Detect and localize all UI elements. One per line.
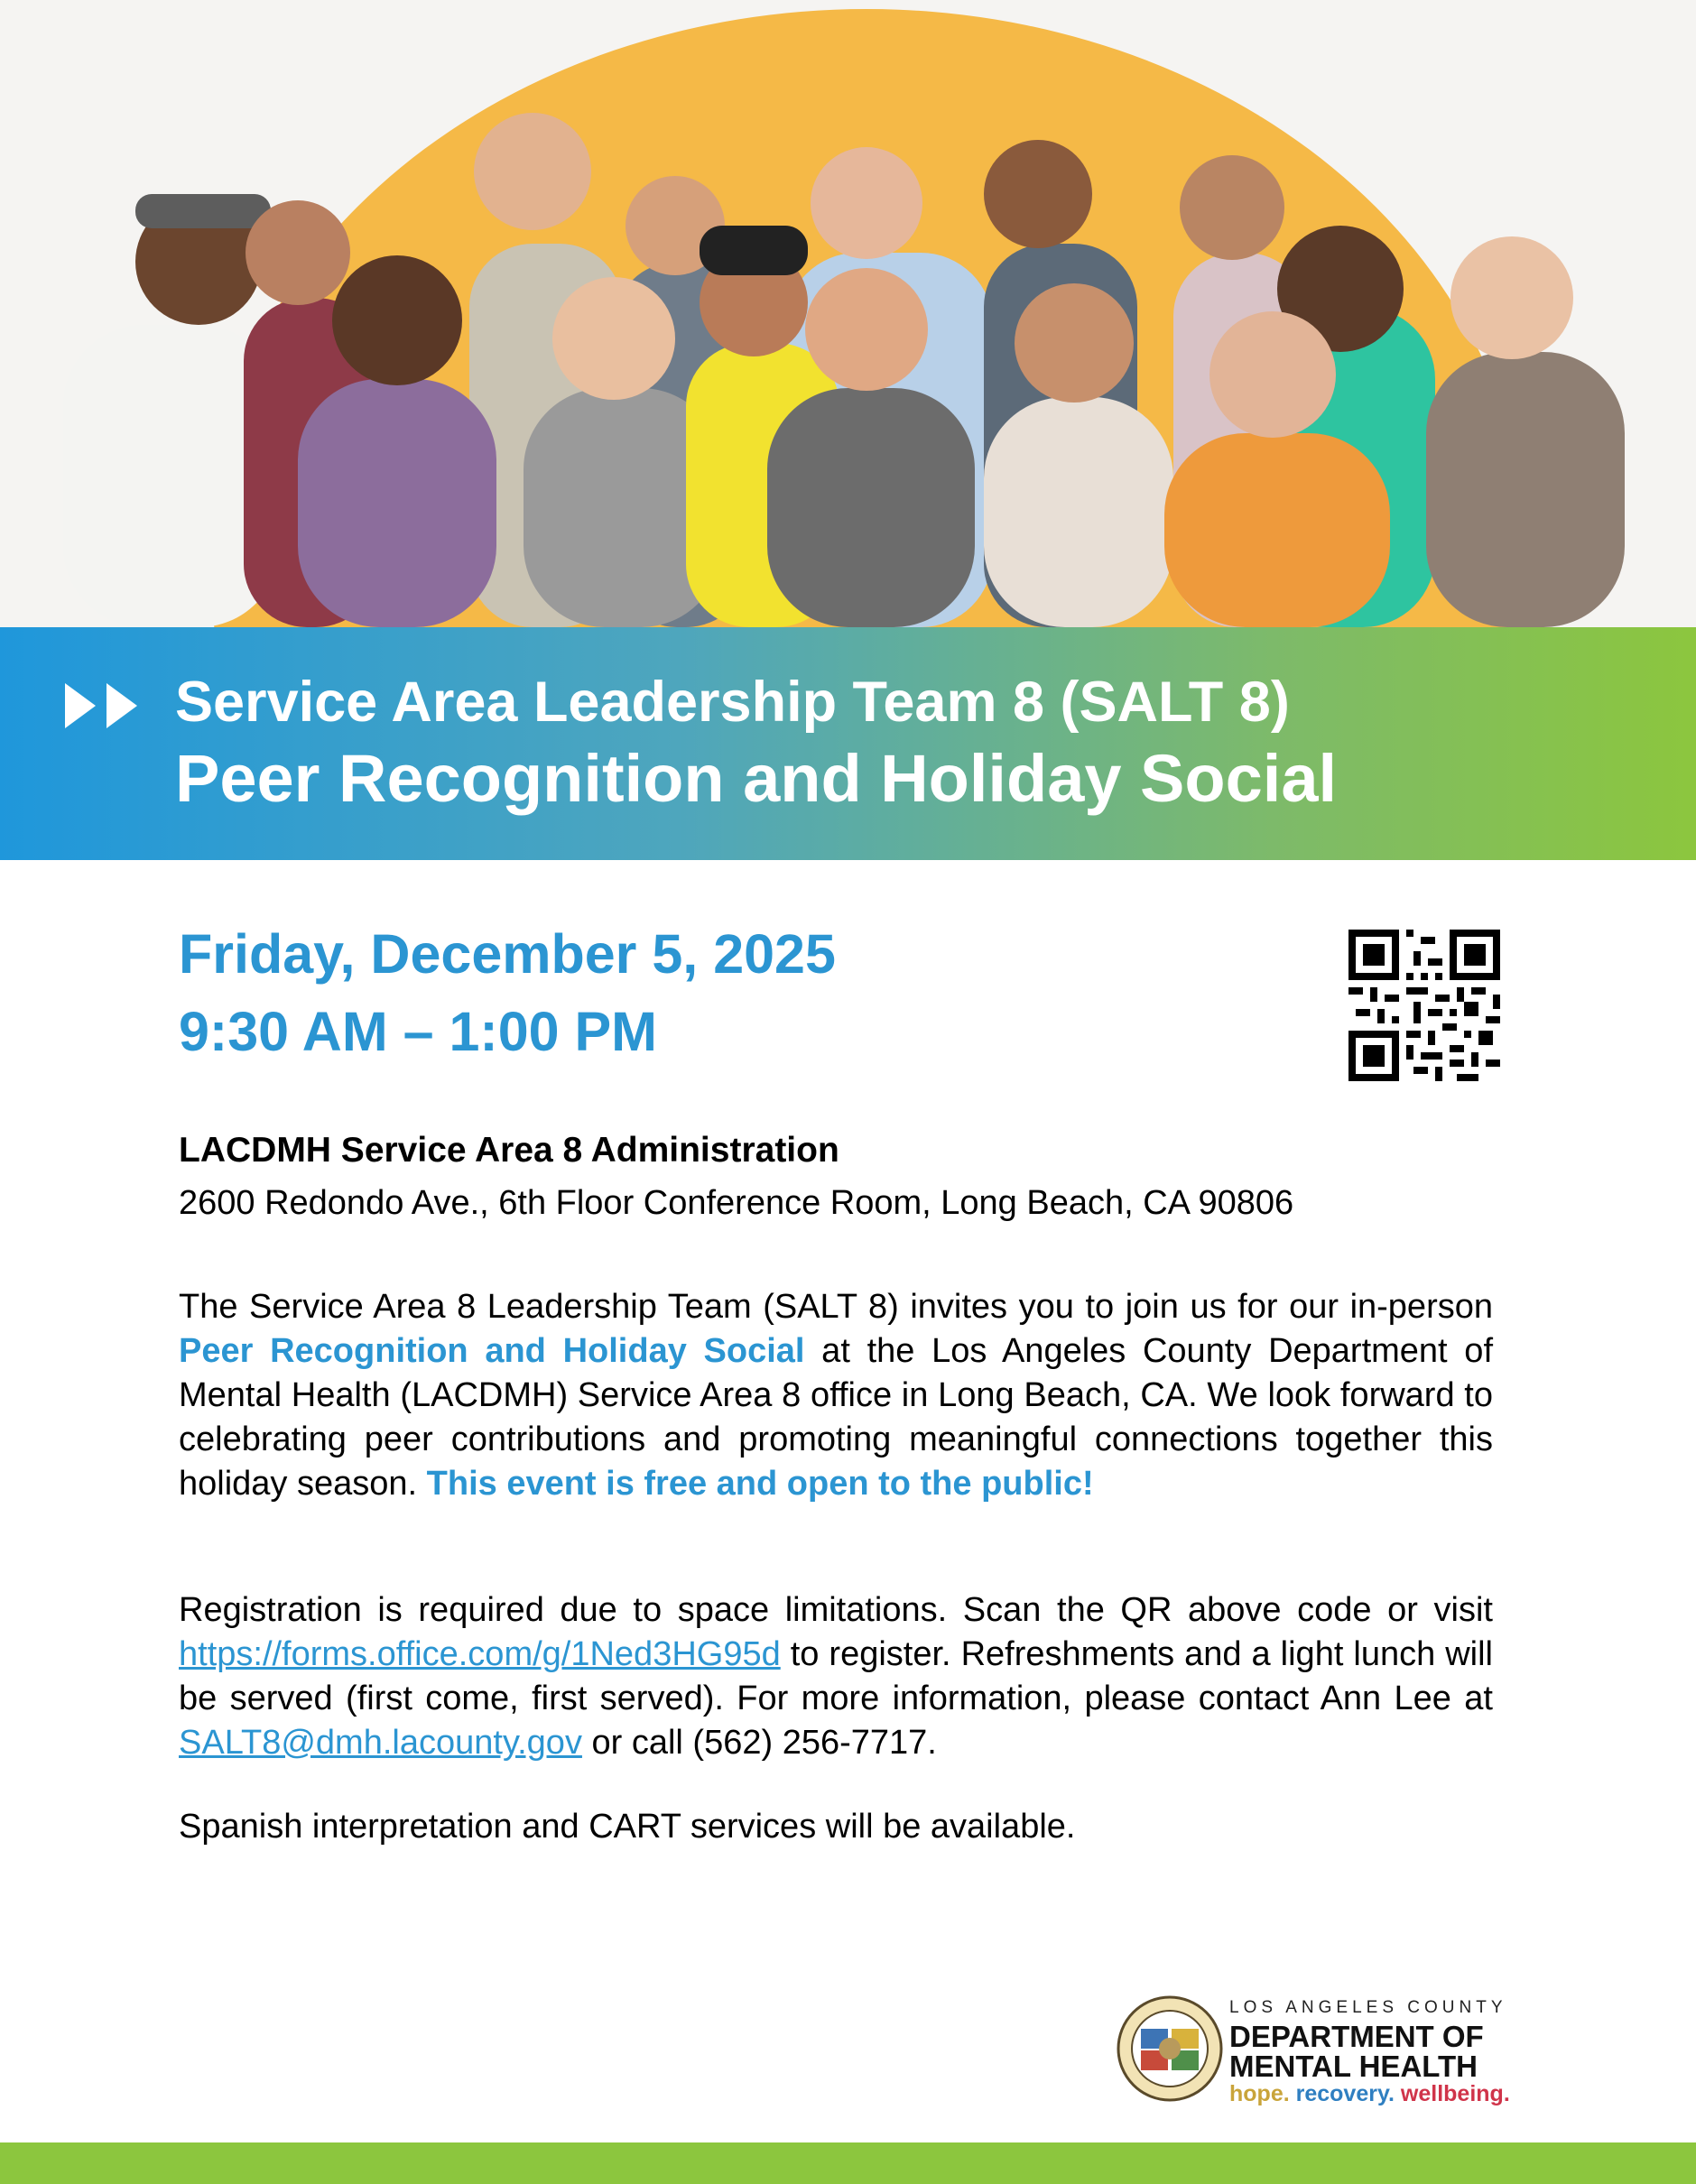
text-run: The Service Area 8 Leadership Team (SALT 8) invites you to join us for our in-person [179, 1288, 1493, 1326]
group-of-people-photo [0, 0, 1696, 627]
venue-name: LACDMH Service Area 8 Administration [179, 1131, 839, 1170]
services-paragraph: Spanish interpretation and CART services will be available. [179, 1808, 1076, 1846]
text-run: to register. Refreshments and a light lunch will be served (first come, first served). For more information, please contact Ann Lee at [179, 1635, 1493, 1717]
venue-address: 2600 Redondo Ave., 6th Floor Conference Room, Long Beach, CA 90806 [179, 1184, 1294, 1222]
double-chevron-right-icon [65, 683, 141, 728]
event-date: Friday, December 5, 2025 [179, 923, 836, 985]
highlight-free-event: This event is free and open to the public! [426, 1465, 1094, 1503]
text-run: or call (562) 256-7717. [581, 1724, 937, 1762]
qr-code[interactable] [1348, 930, 1500, 1081]
invitation-paragraph [179, 1285, 1493, 1506]
event-title-line1: Service Area Leadership Team 8 (SALT 8) [175, 671, 1290, 734]
logo-department-line: DEPARTMENT OF [1229, 2020, 1484, 2053]
hero-photo [0, 0, 1696, 627]
tagline-wellbeing: wellbeing. [1400, 2081, 1510, 2106]
tagline-recovery: recovery. [1295, 2081, 1395, 2106]
logo-mental-health-line: MENTAL HEALTH [1229, 2050, 1478, 2083]
registration-link[interactable]: https://forms.office.com/g/1Ned3HG95d [179, 1635, 781, 1673]
contact-email-link[interactable]: SALT8@dmh.lacounty.gov [179, 1724, 582, 1762]
person-figure [1426, 236, 1625, 627]
event-title-line2: Peer Recognition and Holiday Social [175, 741, 1338, 816]
highlight-event-name: Peer Recognition and Holiday Social [179, 1332, 805, 1370]
registration-paragraph [179, 1588, 1493, 1765]
logo-tagline [1229, 2081, 1510, 2107]
text-run: at the Los Angeles County Department of Mental Health (LACDMH) Service Area 8 office in Long Beach, CA. We look forward to celebrating peer contributions and promoting meaningful connections together this holiday season. [179, 1332, 1494, 1503]
logo-county-line: LOS ANGELES COUNTY [1229, 1998, 1507, 2017]
tagline-hope: hope. [1229, 2081, 1290, 2106]
event-time: 9:30 AM – 1:00 PM [179, 1001, 657, 1062]
footer-bar [0, 2142, 1696, 2184]
text-run: Registration is required due to space limitations. Scan the QR above code or visit [179, 1591, 1493, 1629]
county-seal-icon [1116, 1994, 1224, 2103]
